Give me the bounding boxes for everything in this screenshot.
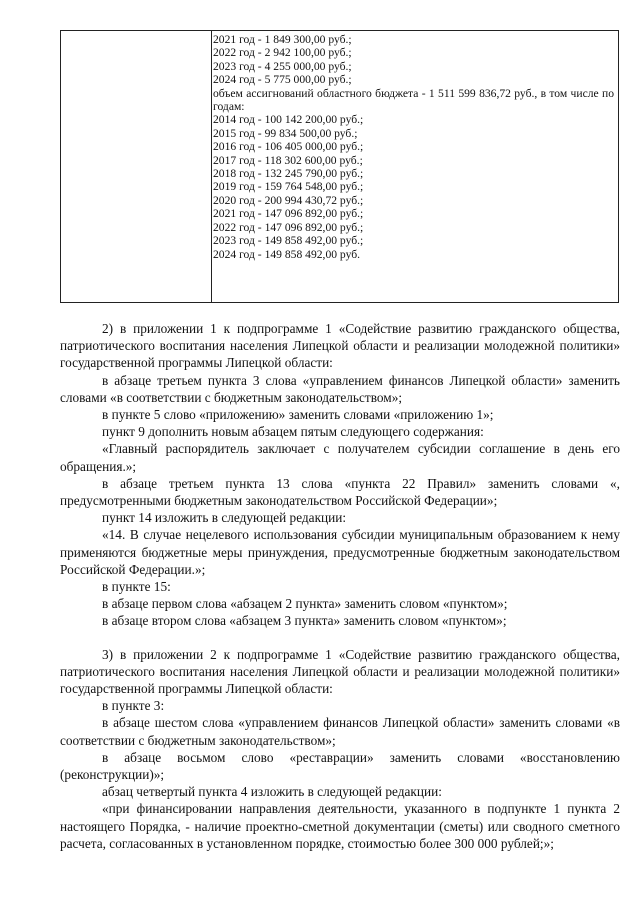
paragraph: в абзаце третьем пункта 13 слова «пункта 22 Правил» заменить словами «, предусмотренными бюджетным законодательством Российской Федерации»; [60, 475, 620, 509]
paragraph: в пункте 15: [102, 579, 171, 595]
paragraph: в абзаце первом слова «абзацем 2 пункта» заменить словом «пунктом»; [102, 596, 508, 612]
budget-table-cell [213, 33, 614, 261]
paragraph: 3) в приложении 2 к подпрограмме 1 «Содействие развитию гражданского общества, патриотического воспитания населения Липецкой области и реализации молодежной политики» государственной программы Липецкой области: [60, 646, 620, 697]
budget-line: 2018 год - 132 245 790,00 руб.; [213, 167, 364, 181]
table-column-divider [211, 31, 212, 302]
budget-line: 2021 год - 1 849 300,00 руб.; [213, 33, 352, 46]
paragraph: абзац четвертый пункта 4 изложить в следующей редакции: [102, 784, 442, 800]
paragraph: «Главный распорядитель заключает с получателем субсидии соглашение в день его обращения.»; [60, 441, 620, 474]
budget-line: 2024 год - 5 775 000,00 руб.; [213, 73, 352, 87]
budget-line: 2022 год - 2 942 100,00 руб.; [213, 46, 352, 60]
regional-budget-total: объем ассигнований областного бюджета - 1 511 599 836,72 руб., в том числе по годам: [213, 86, 614, 114]
budget-line: 2020 год - 200 994 430,72 руб.; [213, 193, 364, 207]
budget-line: 2016 год - 106 405 000,00 руб.; [213, 140, 364, 154]
paragraph: «при финансировании направления деятельности, указанного в подпункте 1 пункта 2 настоящего Порядка, - наличие проектно-сметной документации (сметы) или сводного сметного расчета, согласованных в установленном порядке, стоимостью более 300 000 рублей;»; [60, 801, 620, 851]
budget-line: 2023 год - 4 255 000,00 руб.; [213, 59, 352, 73]
budget-line: 2015 год - 99 834 500,00 руб.; [213, 126, 358, 140]
budget-line: 2022 год - 147 096 892,00 руб.; [213, 220, 364, 234]
budget-line: 2019 год - 159 764 548,00 руб.; [213, 180, 364, 194]
paragraph: в абзаце шестом слова «управлением финансов Липецкой области» заменить словами «в соответствии с бюджетным законодательством»; [60, 715, 620, 748]
budget-line: 2024 год - 149 858 492,00 руб. [213, 247, 361, 261]
document-body [60, 320, 620, 852]
paragraph: пункт 14 изложить в следующей редакции: [102, 510, 347, 526]
budget-table [60, 30, 619, 303]
paragraph: пункт 9 дополнить новым абзацем пятым следующего содержания: [102, 424, 484, 440]
paragraph: в абзаце втором слова «абзацем 3 пункта» заменить словом «пунктом»; [102, 613, 507, 629]
budget-line: 2021 год - 147 096 892,00 руб.; [213, 207, 364, 221]
budget-line: 2017 год - 118 302 600,00 руб.; [213, 153, 363, 167]
paragraph: в абзаце восьмом слово «реставрации» заменить словами «восстановлению (реконструкции)»; [60, 749, 620, 783]
budget-line: 2023 год - 149 858 492,00 руб.; [213, 234, 364, 248]
paragraph: 2) в приложении 1 к подпрограмме 1 «Содействие развитию гражданского общества, патриотического воспитания населения Липецкой области и реализации молодежной политики» государственной программы Липецкой области: [60, 321, 620, 371]
section-spacer [60, 630, 620, 646]
paragraph: в пункте 3: [102, 698, 165, 714]
paragraph: «14. В случае нецелевого использования субсидии муниципальным образованием к нему применяются бюджетные меры принуждения, предусмотренные бюджетным законодательством Российской Федерации.»; [60, 527, 620, 577]
paragraph: в абзаце третьем пункта 3 слова «управлением финансов Липецкой области» заменить словами «в соответствии с бюджетным законодательством»; [60, 372, 620, 405]
paragraph: в пункте 5 слово «приложению» заменить словами «приложению 1»; [102, 407, 494, 423]
budget-line: 2014 год - 100 142 200,00 руб.; [213, 113, 364, 127]
